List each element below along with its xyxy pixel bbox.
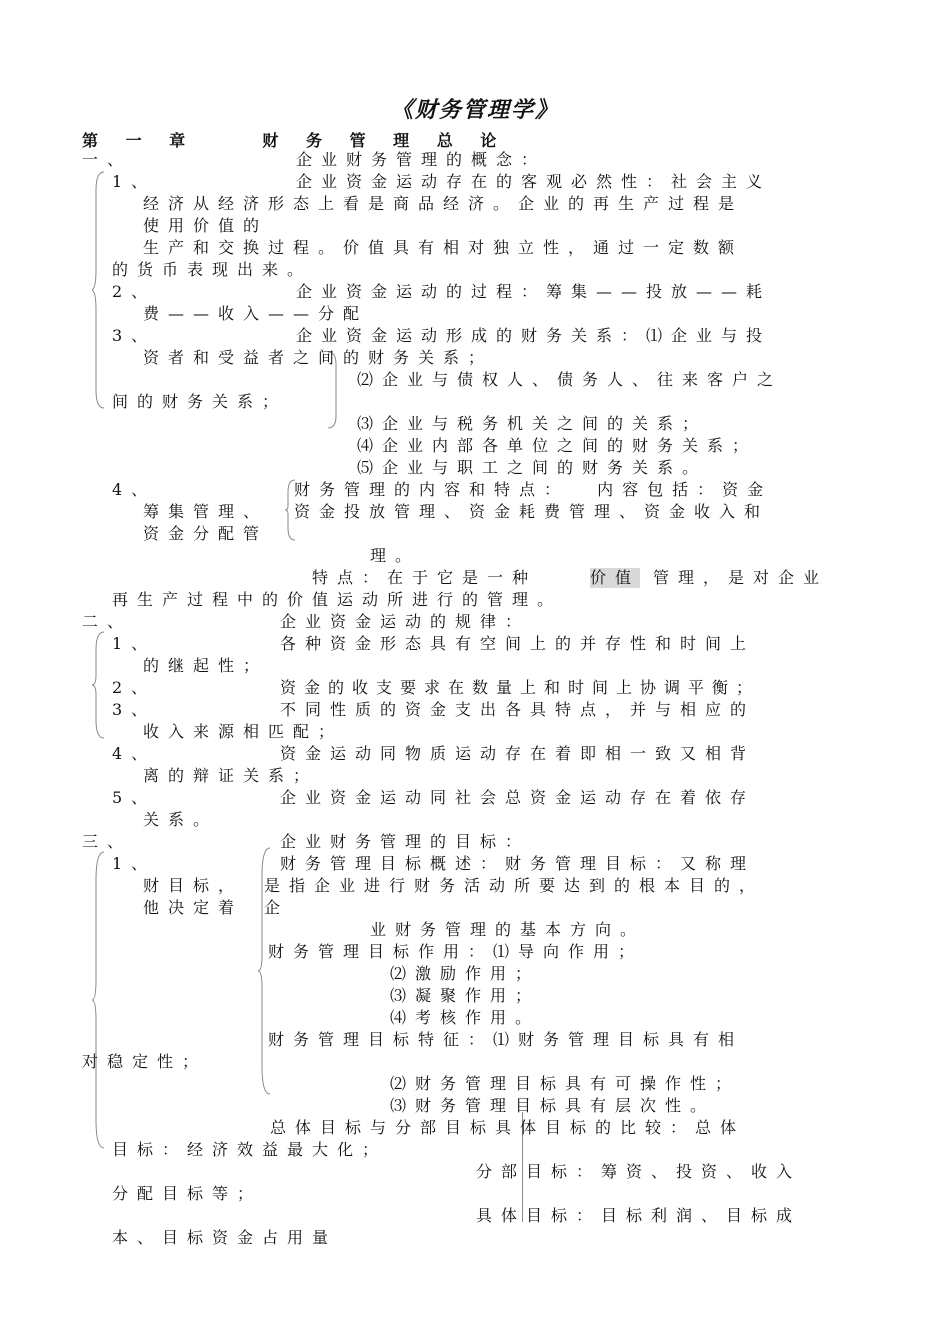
item-3-number: 3、 bbox=[112, 326, 157, 345]
item-3-text: 企业资金运动形成的财务关系：⑴企业与投 bbox=[296, 326, 772, 345]
body-text: 间的财务关系； bbox=[112, 392, 288, 411]
section-2-number: 二、 bbox=[82, 612, 133, 631]
item-4-number: 4、 bbox=[112, 480, 157, 499]
body-text: ⑶企业与税务机关之间的关系； bbox=[357, 414, 708, 433]
item-text: 财务管理目标概述：财务管理目标：又称理 bbox=[280, 854, 756, 873]
body-text: 财务管理目标特征：⑴财务管理目标具有相 bbox=[268, 1030, 744, 1049]
item-text: 资金的收支要求在数量上和时间上协调平衡； bbox=[280, 678, 761, 697]
body-text: 经济从经济形态上看是商品经济。企业的再生产过程是 bbox=[143, 194, 744, 213]
section-2-heading: 企业资金运动的规律： bbox=[280, 612, 531, 631]
body-text: 筹集管理、 bbox=[143, 502, 269, 521]
item-1-text: 企业资金运动存在的客观必然性：社会主义 bbox=[296, 172, 772, 191]
brace-section-1 bbox=[92, 170, 106, 410]
body-text: ⑵激励作用； bbox=[390, 964, 541, 983]
body-text: 费——收入——分配 bbox=[143, 304, 369, 323]
body-text: 财目标， bbox=[143, 876, 244, 895]
chapter-heading: 第 一 章 财 务 管 理 总 论 bbox=[82, 131, 508, 150]
item-text: 企业资金运动同社会总资金运动存在着依存 bbox=[280, 788, 756, 807]
body-text: 生产和交换过程。价值具有相对独立性，通过一定数额 bbox=[143, 238, 744, 257]
item-number: 2、 bbox=[112, 678, 157, 697]
highlighted-text: 价值 bbox=[590, 568, 641, 587]
body-text: 的继起性； bbox=[143, 656, 269, 675]
body-text: 是指企业进行财务活动所要达到的根本目的， bbox=[264, 876, 765, 895]
body-text: 管理，是对企业 bbox=[653, 568, 829, 587]
item-text: 不同性质的资金支出各具特点，并与相应的 bbox=[280, 700, 756, 719]
body-text: 资者和受益者之间的财务关系； bbox=[143, 348, 494, 367]
document-title: 《财务管理学》 bbox=[390, 97, 559, 123]
body-text: 分部目标：筹资、投资、收入 bbox=[476, 1162, 802, 1181]
item-number: 3、 bbox=[112, 700, 157, 719]
body-text: 理。 bbox=[370, 546, 421, 565]
item-2-text: 企业资金运动的过程：筹集——投放——耗 bbox=[296, 282, 772, 301]
body-text: 具体目标：目标利润、目标成 bbox=[476, 1206, 802, 1225]
section-3-heading: 企业财务管理的目标： bbox=[280, 832, 531, 851]
body-text: ⑶财务管理目标具有层次性。 bbox=[390, 1096, 716, 1115]
body-text: 他决定着 bbox=[143, 898, 244, 917]
body-text: 特点：在于它是一种 bbox=[312, 568, 538, 587]
item-number: 5、 bbox=[112, 788, 157, 807]
section-1-number: 一、 bbox=[82, 150, 133, 169]
item-number: 1、 bbox=[112, 634, 157, 653]
body-text: 财务管理目标作用：⑴导向作用； bbox=[268, 942, 644, 961]
item-text: 各种资金形态具有空间上的并存性和时间上 bbox=[280, 634, 756, 653]
item-2-number: 2、 bbox=[112, 282, 157, 301]
body-text: ⑵企业与债权人、债务人、往来客户之 bbox=[357, 370, 783, 389]
brace-section-2 bbox=[92, 630, 106, 740]
body-text: ⑵财务管理目标具有可操作性； bbox=[390, 1074, 741, 1093]
body-text: 资金投放管理、资金耗费管理、资金收入和 bbox=[294, 502, 770, 521]
item-text: 资金运动同物质运动存在着即相一致又相背 bbox=[280, 744, 756, 763]
body-text: 离的辩证关系； bbox=[143, 766, 319, 785]
body-text: 企 bbox=[264, 898, 290, 917]
body-text: 使用价值的 bbox=[143, 216, 269, 235]
body-text: 分配目标等； bbox=[112, 1184, 263, 1203]
body-text: ⑸企业与职工之间的财务关系。 bbox=[357, 458, 708, 477]
body-text: 的货币表现出来。 bbox=[112, 260, 313, 279]
body-text: 业财务管理的基本方向。 bbox=[370, 920, 646, 939]
item-1-number: 1、 bbox=[112, 172, 157, 191]
item-number: 4、 bbox=[112, 744, 157, 763]
body-text: 本、目标资金占用量 bbox=[112, 1228, 338, 1247]
section-1-heading: 企业财务管理的概念： bbox=[296, 150, 547, 169]
body-text: 再生产过程中的价值运动所进行的管理。 bbox=[112, 590, 563, 609]
brace-section-3 bbox=[92, 850, 106, 1150]
body-text: 资金分配管 bbox=[143, 524, 269, 543]
item-number: 1、 bbox=[112, 854, 157, 873]
item-4-text: 财务管理的内容和特点： 内容包括：资金 bbox=[294, 480, 773, 499]
body-text: ⑷企业内部各单位之间的财务关系； bbox=[357, 436, 758, 455]
body-text: 目标：经济效益最大化； bbox=[112, 1140, 388, 1159]
body-text: ⑷考核作用。 bbox=[390, 1008, 541, 1027]
body-text: ⑶凝聚作用； bbox=[390, 986, 541, 1005]
body-text: 对稳定性； bbox=[82, 1052, 208, 1071]
section-3-number: 三、 bbox=[82, 832, 133, 851]
body-text: 总体目标与分部目标具体目标的比较：总体 bbox=[270, 1118, 746, 1137]
body-text: 关系。 bbox=[143, 810, 219, 829]
body-text: 收入来源相匹配； bbox=[143, 722, 344, 741]
